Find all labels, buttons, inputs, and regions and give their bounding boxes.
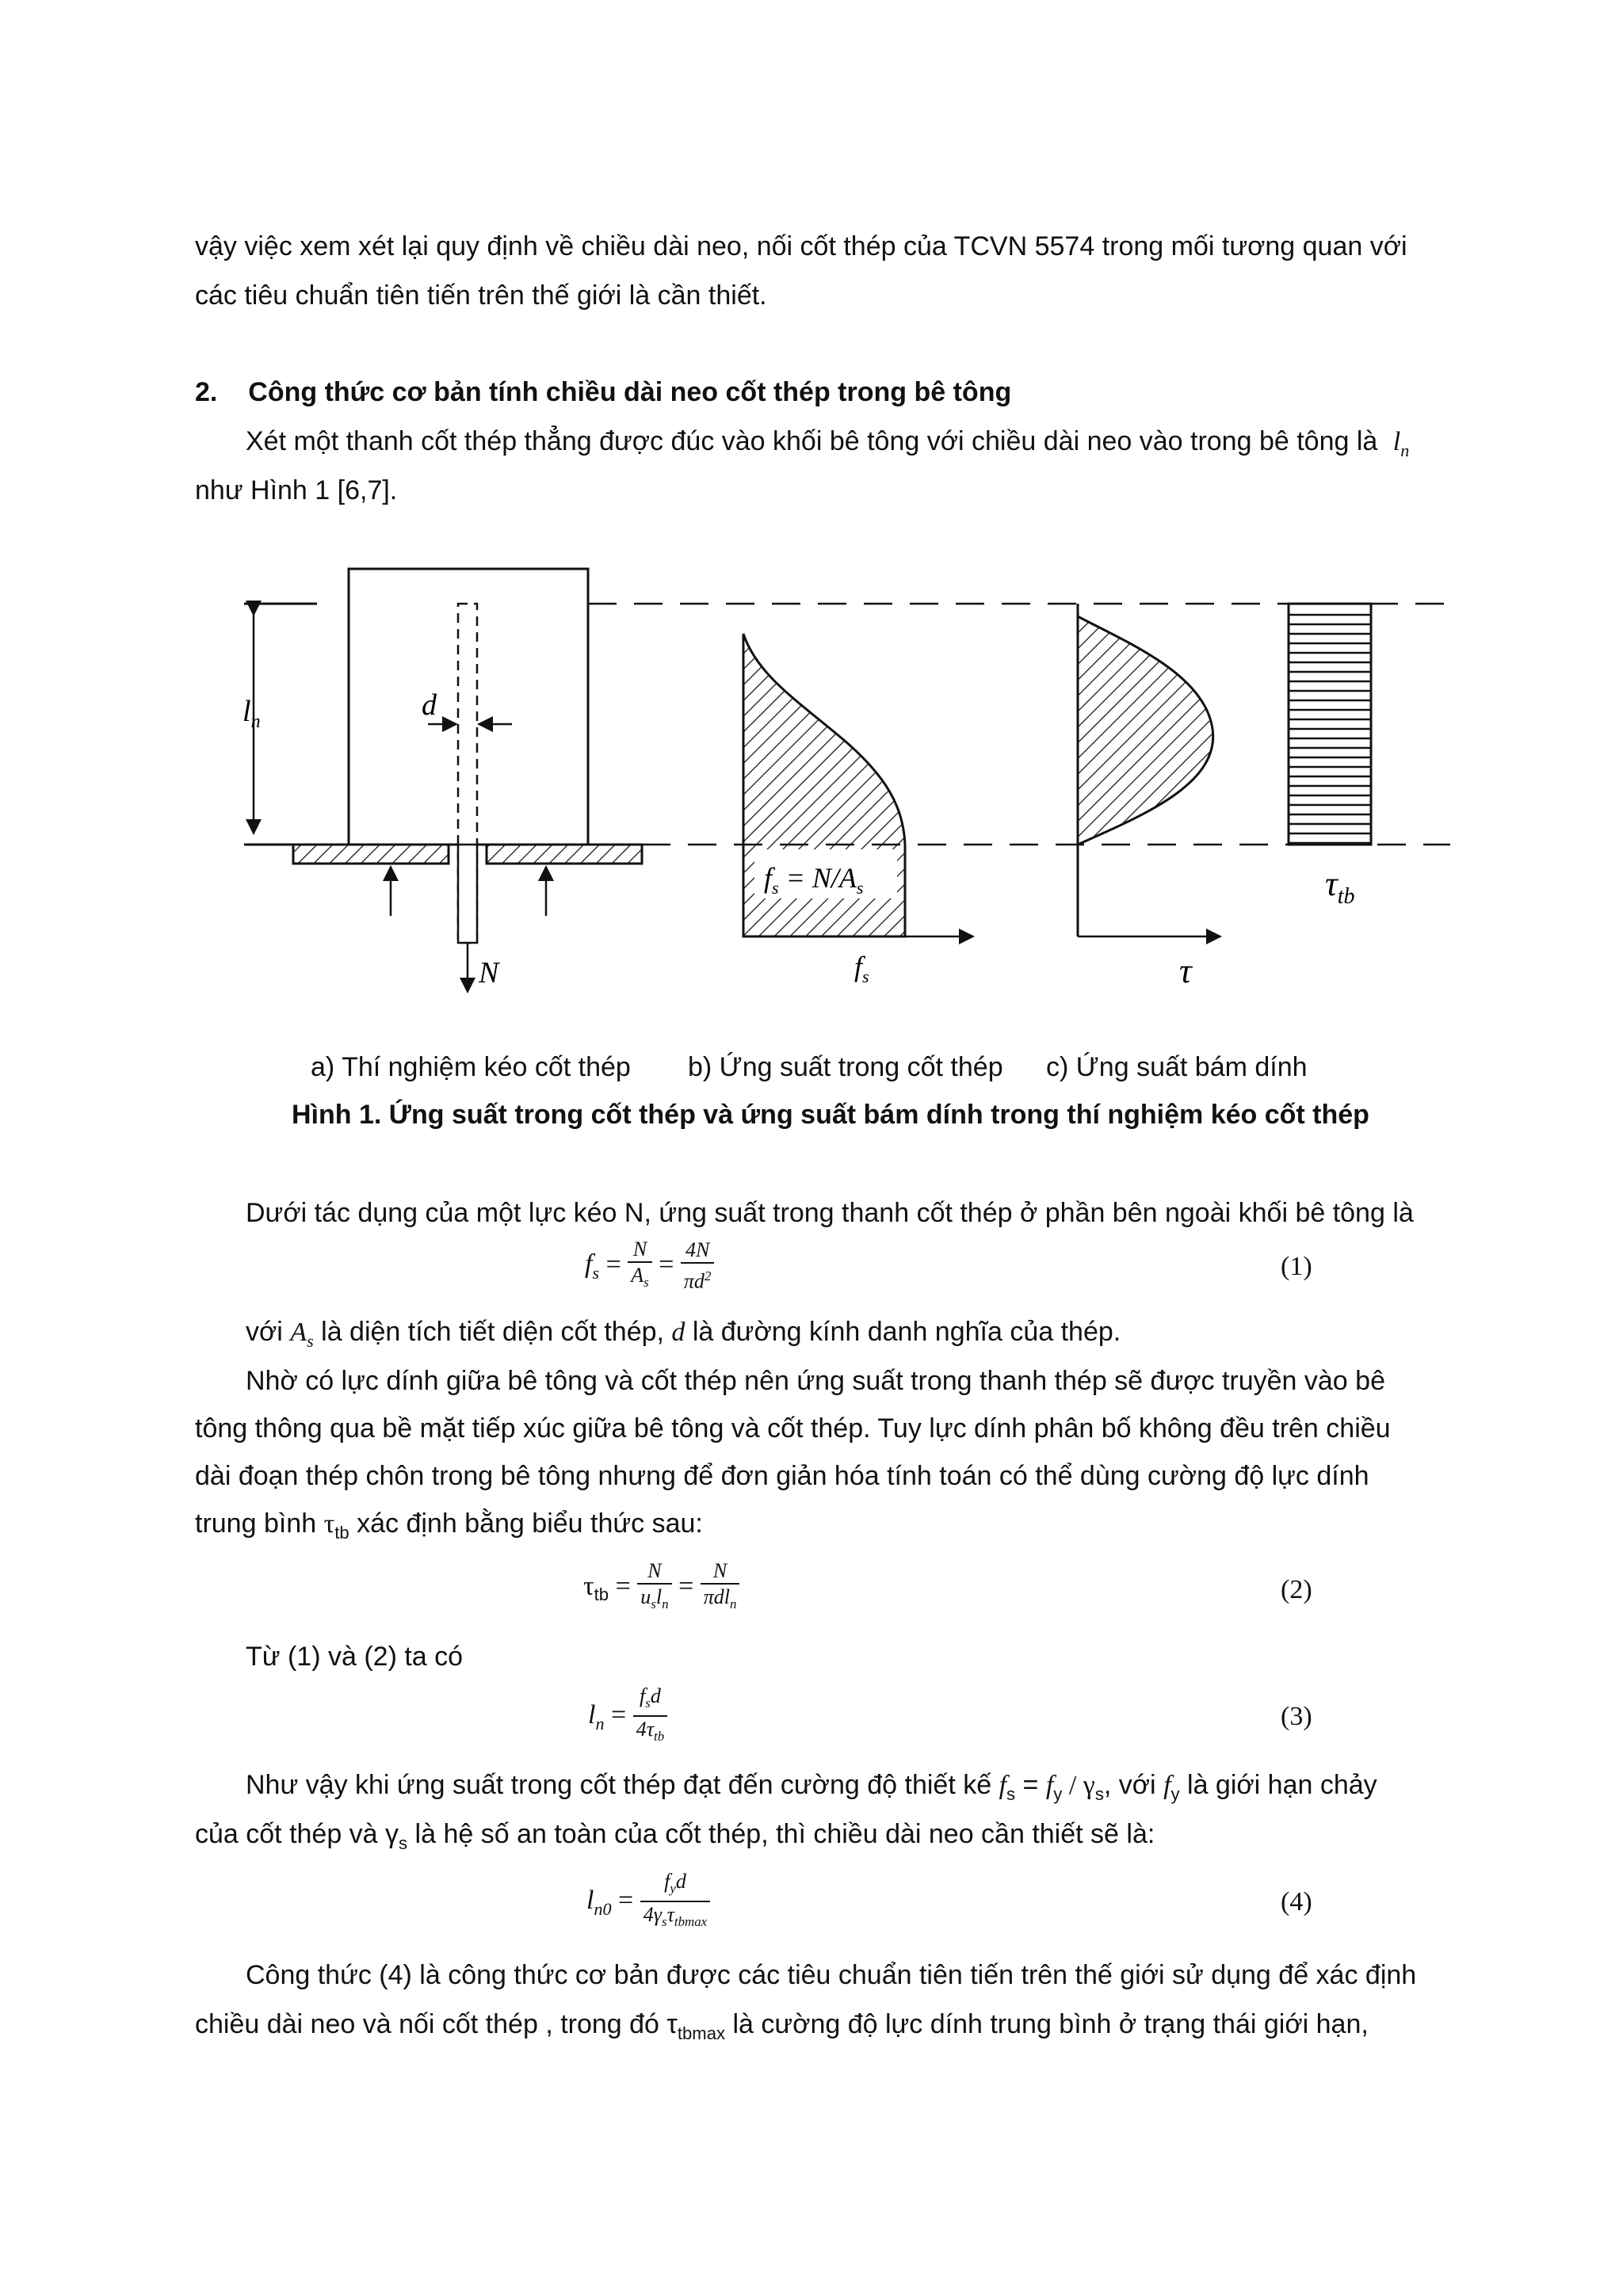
paragraph-line: Công thức (4) là công thức cơ bản được các tiêu chuẩn tiên tiến trên thế giới sử dụng để xác định [246, 1960, 1417, 1990]
figure-average-bond-stress [1289, 604, 1371, 909]
paragraph-line: chiều dài neo và nối cốt thép , trong đó $\tau_{tbmax}$ là cường độ lực dính trung bình ở trạng thái giới hạn, [195, 2009, 1369, 2043]
support-plate-left [293, 845, 449, 864]
intro-text: Xét một thanh cốt thép thẳng được đúc vào khối bê tông với chiều dài neo vào trong bê tông là [246, 426, 1378, 456]
paragraph-line: vậy việc xem xét lại quy định về chiều dài neo, nối cốt thép của TCVN 5574 trong mối tương quan với [195, 231, 1407, 261]
paragraph-line: Từ (1) và (2) ta có [246, 1642, 464, 1672]
caption-c: c) Ứng suất bám dính [1046, 1052, 1308, 1082]
paragraph-line: trung bình $\tau_{tb}$ xác định bằng biểu thức sau: [195, 1508, 703, 1543]
support-plate-right [487, 845, 642, 864]
ln-sub: n [1400, 440, 1410, 460]
paragraph-line: dài đoạn thép chôn trong bê tông nhưng để đơn giản hóa tính toán có thể dùng cường độ lực dính [195, 1461, 1369, 1491]
bond-stress-area [1078, 616, 1213, 845]
equation-1: $f_s$ = $\frac{N}{A_s}$ = $\frac{4N}{\pi d^2}$ [585, 1238, 714, 1295]
N-label: N [479, 956, 499, 990]
section-number: 2. [195, 377, 218, 407]
tau-label: τ [1179, 952, 1192, 990]
equation-4-number: (4) [1281, 1887, 1312, 1917]
equation-4: $l_{n0}$ = $\frac{f_yd}{4\gamma_s\tau_{tbmax}}$ [586, 1870, 710, 1935]
figure-title: Hình 1. Ứng suất trong cốt thép và ứng suất bám dính trong thí nghiệm kéo cốt thép [292, 1100, 1369, 1130]
paragraph-line: với $A_s$ là diện tích tiết diện cốt thép, d là đường kính danh nghĩa của thép. [246, 1317, 1121, 1351]
fs-label: $f_s$ [854, 951, 869, 986]
tau-tb-label: $\tau_{tb}$ [1325, 864, 1355, 909]
equation-1-number: (1) [1281, 1252, 1312, 1281]
equation-2: $\tau_{tb}$ = $\frac{N}{u_sl_n}$ = $\frac{N}{\pi dl_n}$ [583, 1559, 739, 1617]
caption-a: a) Thí nghiệm kéo cốt thép [311, 1052, 631, 1082]
figure-b-steel-stress [743, 634, 973, 986]
paragraph-line: của cốt thép và $\gamma_s$ là hệ số an toàn của cốt thép, thì chiều dài neo cần thiết sẽ là: [195, 1819, 1155, 1853]
paragraph-line: như Hình 1 [6,7]. [195, 475, 398, 505]
equation-3-number: (3) [1281, 1702, 1312, 1731]
equation-2-number: (2) [1281, 1575, 1312, 1604]
caption-b: b) Ứng suất trong cốt thép [688, 1052, 1003, 1082]
figure-1 [0, 0, 1623, 1030]
section-title: Công thức cơ bản tính chiều dài neo cốt thép trong bê tông [248, 377, 1012, 407]
figure-a-setup [242, 569, 642, 992]
figure-c-bond-stress [1078, 604, 1220, 990]
paragraph-line: tông thông qua bề mặt tiếp xúc giữa bê tông và cốt thép. Tuy lực dính phân bố không đều trên chiều [195, 1413, 1391, 1444]
paragraph-line: Nhờ có lực dính giữa bê tông và cốt thép nên ứng suất trong thanh thép sẽ được truyền vào bê [246, 1366, 1385, 1396]
rebar-outside [458, 845, 477, 943]
equation-3: $l_n$ = $\frac{f_sd}{4\tau_{tb}}$ [588, 1684, 667, 1749]
ln-symbol: l [1392, 427, 1401, 456]
paragraph-line: Như vậy khi ứng suất trong cốt thép đạt đến cường độ thiết kế $f_s = f_y / \gamma_s$, với $f_y$ là giới hạn chảy [246, 1770, 1377, 1804]
paragraph-line: các tiêu chuẩn tiên tiến trên thế giới là cần thiết. [195, 280, 767, 311]
paragraph-line: Dưới tác dụng của một lực kéo N, ứng suất trong thanh cốt thép ở phần bên ngoài khối bê tông là [246, 1198, 1414, 1228]
d-label: d [422, 688, 437, 722]
tau-tb-block [1289, 604, 1371, 845]
ln-label: $l_n$ [242, 695, 261, 732]
fs-equation-label: $f_s = N/A_s$ [764, 862, 864, 898]
